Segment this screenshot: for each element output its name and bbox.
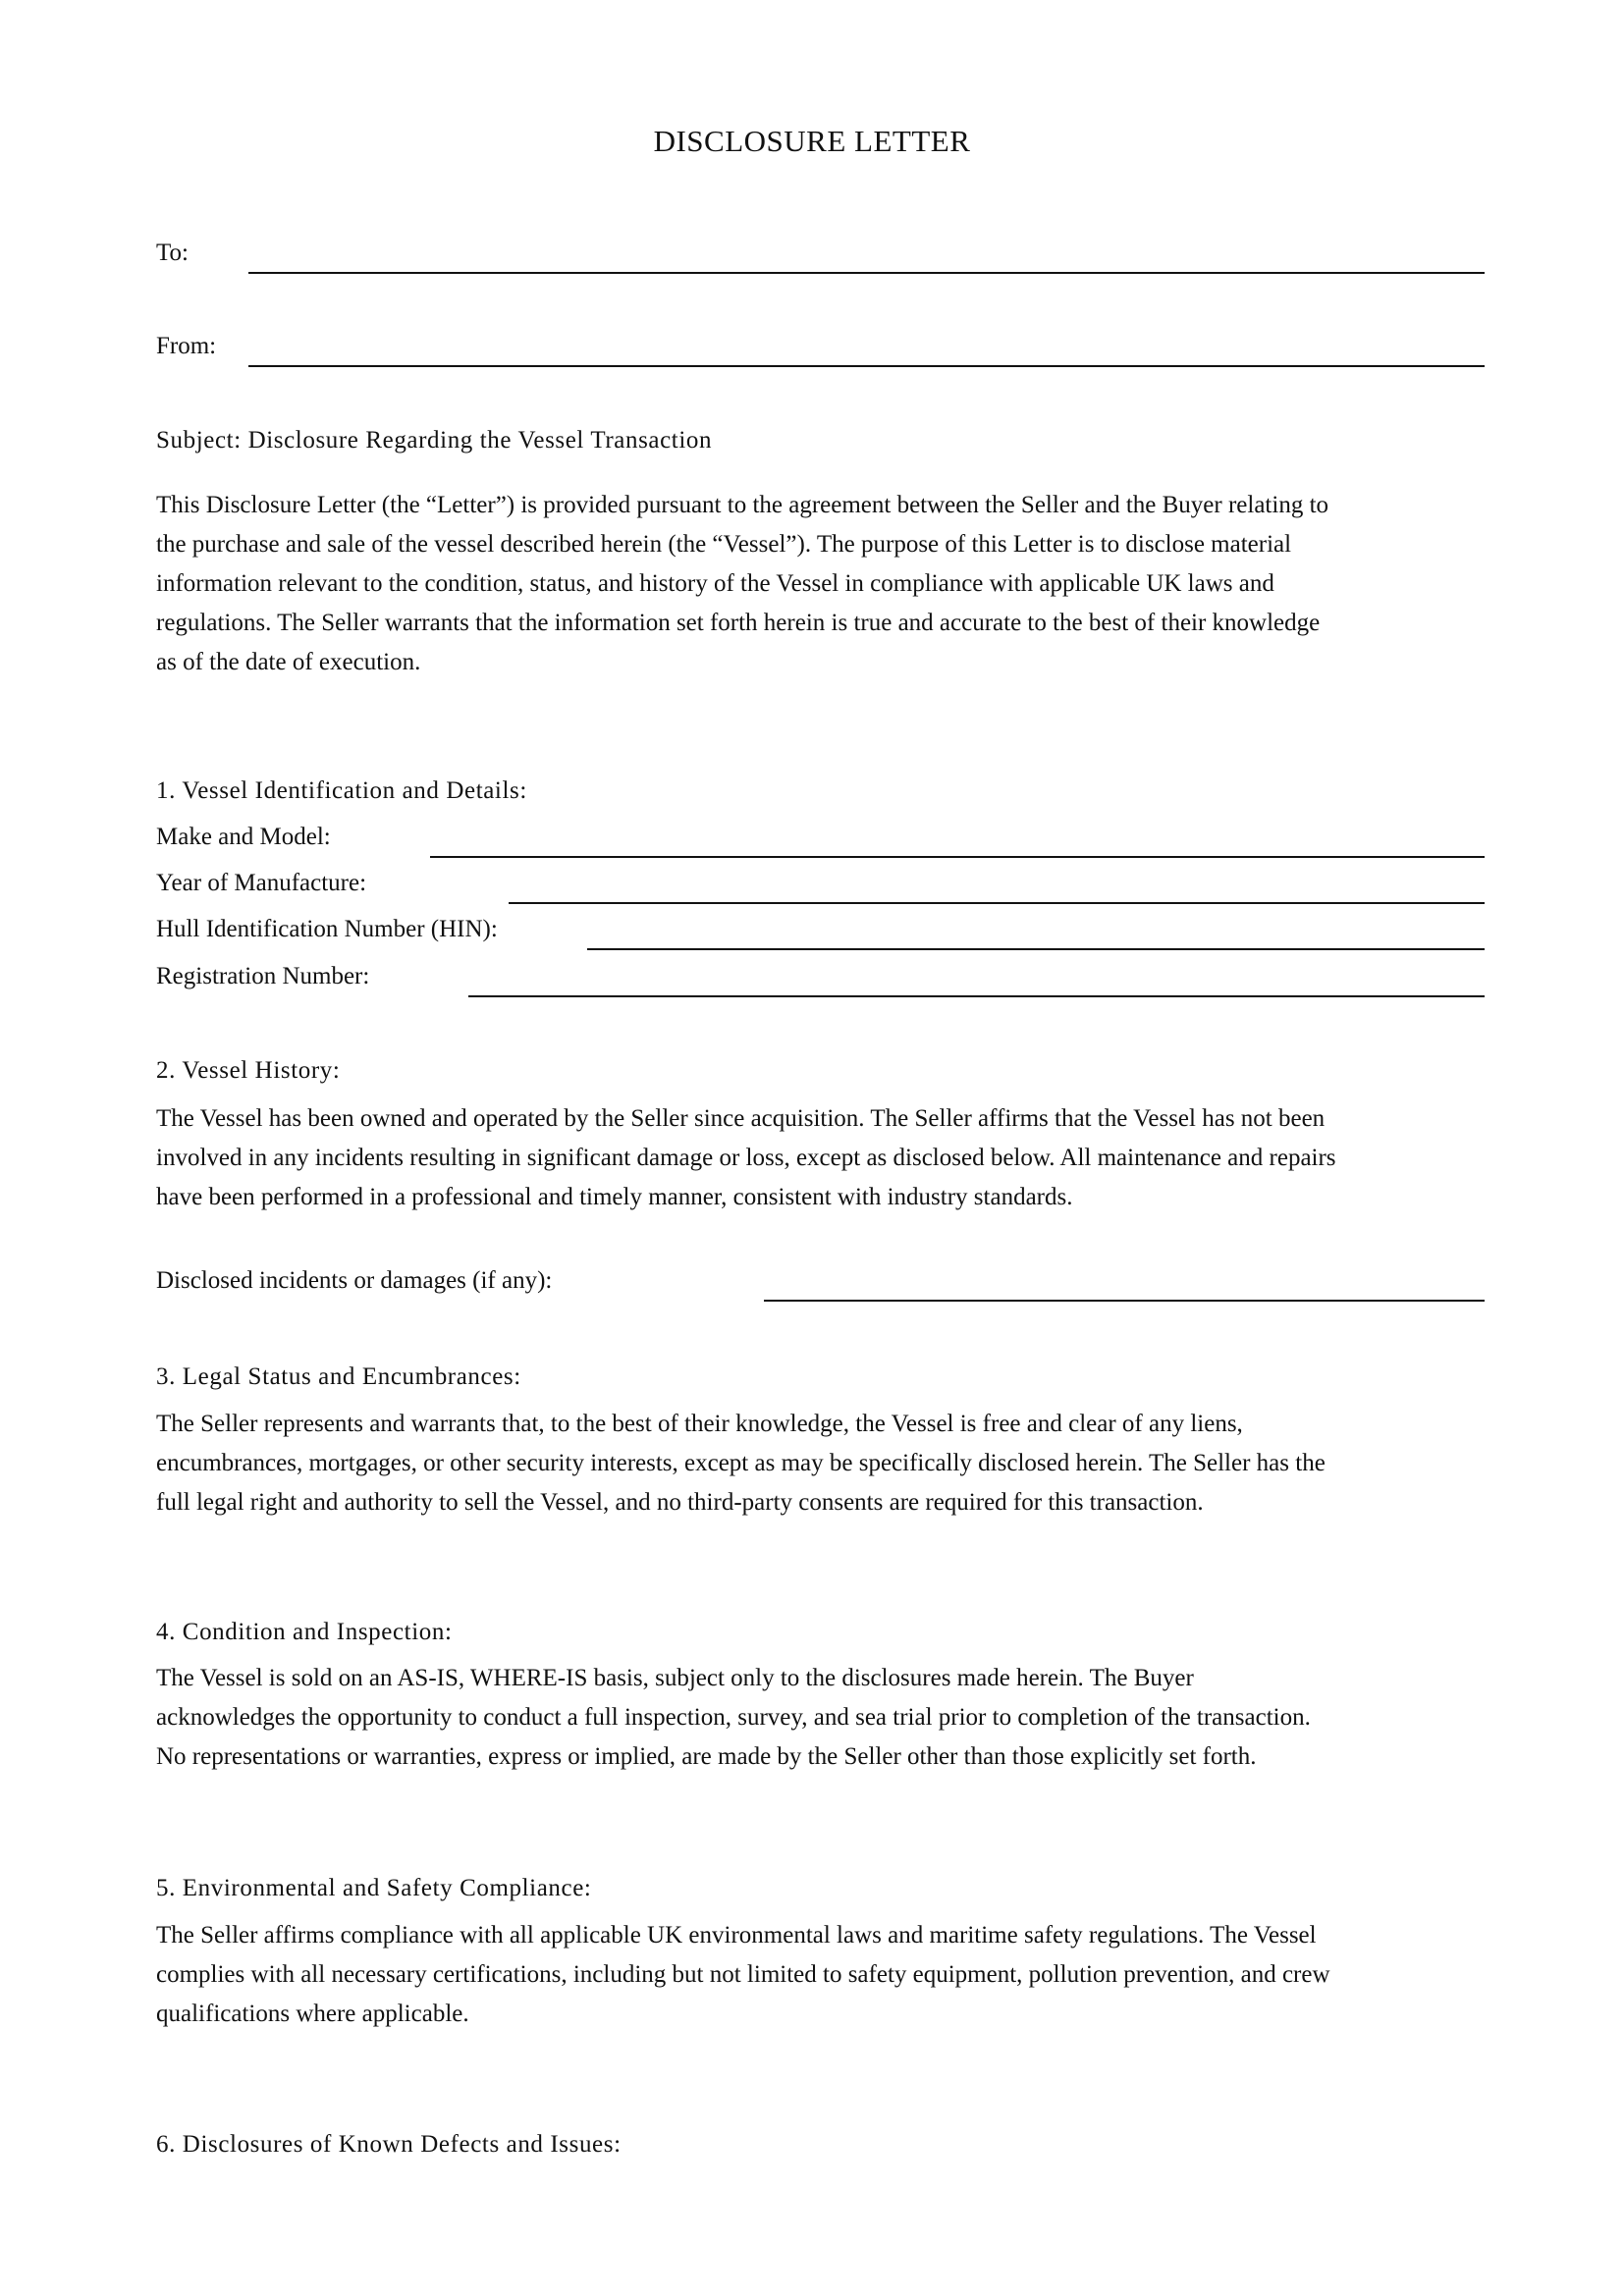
section3-heading: 3. Legal Status and Encumbrances: [156, 1363, 521, 1390]
section5-line: qualifications where applicable. [156, 2001, 469, 2027]
intro-line: regulations. The Seller warrants that the information set forth herein is true and accurate to the best of their knowledge [156, 610, 1321, 636]
section4-heading: 4. Condition and Inspection: [156, 1619, 453, 1645]
to-blank-line[interactable] [248, 272, 1485, 274]
section2-heading: 2. Vessel History: [156, 1057, 341, 1084]
section5-line: complies with all necessary certifications, including but not limited to safety equipment, pollution prevention, and crew [156, 1961, 1330, 1988]
year-field[interactable] [156, 870, 1485, 909]
year-label: Year of Manufacture: [156, 870, 367, 896]
section2-line: involved in any incidents resulting in significant damage or loss, except as disclosed below. All maintenance and repairs [156, 1145, 1336, 1171]
make-model-blank-line[interactable] [430, 856, 1485, 858]
section4-line: acknowledges the opportunity to conduct a full inspection, survey, and sea trial prior to completion of the transaction. [156, 1704, 1311, 1731]
registration-label: Registration Number: [156, 963, 370, 989]
section4-line: No representations or warranties, express or implied, are made by the Seller other than those explicitly set forth. [156, 1743, 1257, 1770]
incidents-field[interactable] [156, 1267, 1485, 1307]
section3-line: encumbrances, mortgages, or other security interests, except as may be specifically disclosed herein. The Seller has the [156, 1450, 1326, 1476]
section2-paragraph [156, 1099, 1491, 1217]
document-title: DISCLOSURE LETTER [653, 124, 971, 158]
intro-line: the purchase and sale of the vessel described herein (the “Vessel”). The purpose of this Letter is to disclose material [156, 531, 1292, 558]
section1-heading: 1. Vessel Identification and Details: [156, 777, 527, 804]
intro-paragraph [156, 486, 1491, 682]
section5-paragraph [156, 1916, 1491, 2034]
to-field[interactable] [156, 240, 1485, 279]
intro-line: information relevant to the condition, status, and history of the Vessel in compliance with applicable UK laws and [156, 570, 1274, 597]
section3-paragraph [156, 1405, 1491, 1522]
section5-line: The Seller affirms compliance with all applicable UK environmental laws and maritime safety regulations. The Vessel [156, 1922, 1317, 1949]
intro-line: as of the date of execution. [156, 649, 421, 675]
section4-paragraph [156, 1659, 1491, 1777]
from-label: From: [156, 333, 217, 359]
section3-line: full legal right and authority to sell the Vessel, and no third-party consents are required for this transaction. [156, 1489, 1204, 1516]
section5-heading: 5. Environmental and Safety Compliance: [156, 1875, 592, 1901]
intro-line: This Disclosure Letter (the “Letter”) is provided pursuant to the agreement between the Seller and the Buyer relating to [156, 492, 1329, 518]
section3-line: The Seller represents and warrants that, to the best of their knowledge, the Vessel is free and clear of any liens, [156, 1411, 1243, 1437]
subject-line: Subject: Disclosure Regarding the Vessel Transaction [156, 427, 713, 454]
hin-blank-line[interactable] [587, 948, 1485, 950]
hin-label: Hull Identification Number (HIN): [156, 916, 498, 942]
incidents-label: Disclosed incidents or damages (if any): [156, 1267, 553, 1294]
make-model-label: Make and Model: [156, 824, 331, 850]
to-label: To: [156, 240, 189, 266]
incidents-blank-line[interactable] [764, 1300, 1485, 1302]
year-blank-line[interactable] [509, 902, 1485, 904]
section4-line: The Vessel is sold on an AS-IS, WHERE-IS basis, subject only to the disclosures made herein. The Buyer [156, 1665, 1194, 1691]
from-blank-line[interactable] [248, 365, 1485, 367]
registration-field[interactable] [156, 963, 1485, 1002]
hin-field[interactable] [156, 916, 1485, 955]
section2-line: have been performed in a professional and timely manner, consistent with industry standards. [156, 1184, 1073, 1210]
section2-line: The Vessel has been owned and operated by the Seller since acquisition. The Seller affirms that the Vessel has not been [156, 1105, 1326, 1132]
from-field[interactable] [156, 333, 1485, 372]
make-model-field[interactable] [156, 824, 1485, 863]
registration-blank-line[interactable] [468, 995, 1485, 997]
section6-heading: 6. Disclosures of Known Defects and Issues: [156, 2131, 622, 2158]
